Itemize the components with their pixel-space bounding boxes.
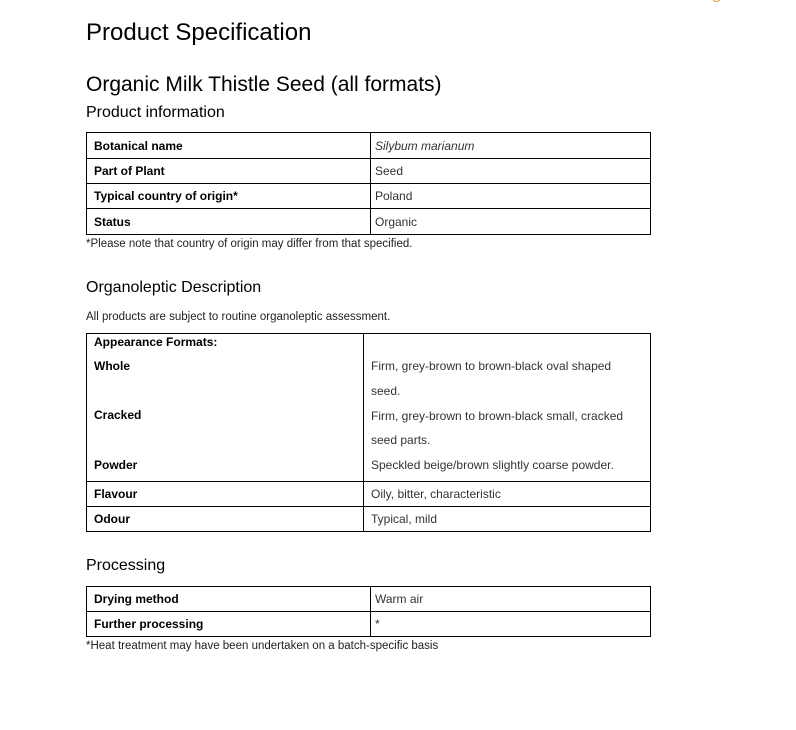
status-value: Organic	[371, 209, 651, 235]
format-cracked-label: Cracked	[94, 408, 142, 422]
format-whole-line-2: seed.	[371, 384, 401, 398]
drying-method-value: Warm air	[371, 587, 651, 612]
format-powder-line-1: Speckled beige/brown slightly coarse powder.	[371, 458, 614, 472]
table-row	[87, 612, 651, 637]
table-row	[87, 159, 651, 184]
botanical-name-value: Silybum marianum	[371, 133, 651, 159]
organoleptic-intro: All products are subject to routine organoleptic assessment.	[86, 311, 391, 323]
table-row	[87, 133, 651, 159]
format-cracked-line-1: Firm, grey-brown to brown-black small, cracked	[371, 409, 624, 423]
part-of-plant-value: Seed	[371, 159, 651, 184]
odour-label: Odour	[87, 507, 364, 532]
odour-value: Typical, mild	[364, 507, 651, 532]
organoleptic-heading: Organoleptic Description	[86, 279, 262, 296]
botanical-name-label: Botanical name	[87, 133, 371, 159]
table-row	[87, 587, 651, 612]
processing-table	[86, 586, 651, 637]
appearance-formats-label: Appearance Formats:	[94, 335, 218, 349]
heat-treatment-note: *Heat treatment may have been undertaken on a batch-specific basis	[86, 640, 439, 652]
further-processing-label: Further processing	[87, 612, 371, 637]
format-whole-label: Whole	[94, 359, 130, 373]
flavour-value: Oily, bitter, characteristic	[364, 482, 651, 507]
format-cracked-line-2: seed parts.	[371, 433, 431, 447]
drying-method-label: Drying method	[87, 587, 371, 612]
table-row	[87, 507, 651, 532]
corner-circle-mark	[712, 0, 721, 2]
product-info-table	[86, 132, 651, 235]
country-of-origin-value: Poland	[371, 184, 651, 209]
document-title: Product Specification	[86, 19, 312, 46]
appearance-label-cell	[87, 334, 364, 482]
flavour-label: Flavour	[87, 482, 364, 507]
table-row	[87, 184, 651, 209]
product-name: Organic Milk Thistle Seed (all formats)	[86, 73, 442, 96]
format-powder-label: Powder	[94, 458, 138, 472]
country-of-origin-label: Typical country of origin*	[87, 184, 371, 209]
appearance-value-cell	[364, 334, 651, 482]
table-row	[87, 482, 651, 507]
further-processing-value: *	[371, 612, 651, 637]
processing-heading: Processing	[86, 557, 166, 574]
part-of-plant-label: Part of Plant	[87, 159, 371, 184]
product-info-heading: Product information	[86, 104, 225, 121]
status-label: Status	[87, 209, 371, 235]
organoleptic-table	[86, 333, 651, 532]
origin-note: *Please note that country of origin may differ from that specified.	[86, 238, 413, 250]
format-whole-line-1: Firm, grey-brown to brown-black oval shaped	[371, 359, 612, 373]
table-row	[87, 334, 651, 482]
table-row	[87, 209, 651, 235]
